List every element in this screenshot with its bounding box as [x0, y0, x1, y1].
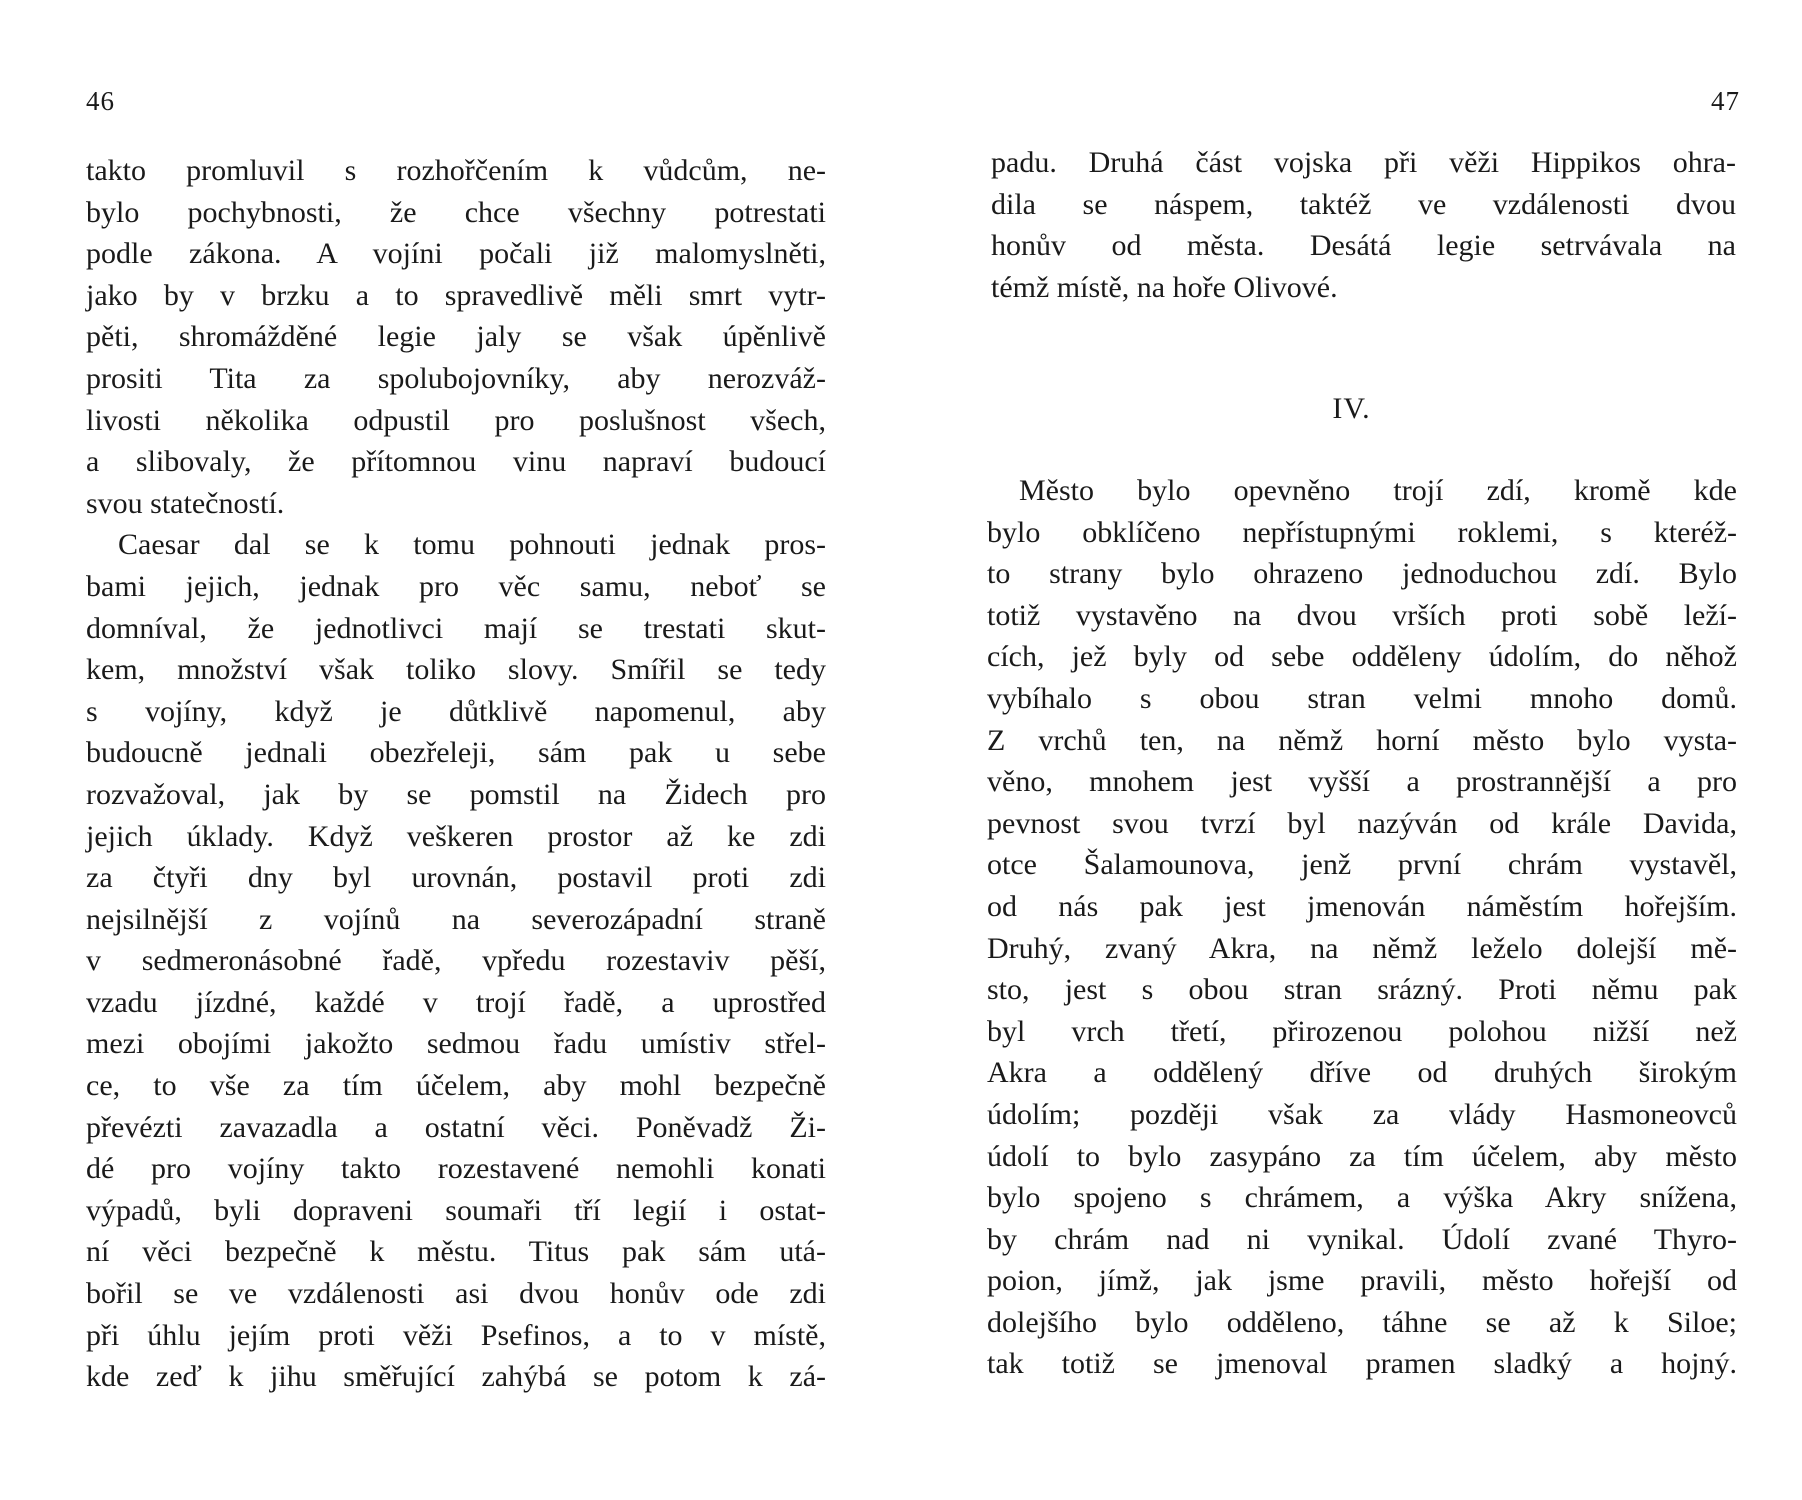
text-line: svou statečností.	[86, 486, 285, 520]
text-line: kem, množství však toliko slovy. Smířil se tedy	[86, 653, 826, 687]
text-line: jako by v brzku a to spravedlivě měli smrt vytr-	[86, 278, 826, 312]
text-line: vybíhalo s obou stran velmi mnoho domů.	[987, 681, 1737, 715]
text-line: bylo spojeno s chrámem, a výška Akry snížena,	[987, 1181, 1737, 1215]
text-line: to strany bylo ohrazeno jednoduchou zdí. Bylo	[987, 557, 1737, 591]
left-page-text	[86, 150, 826, 1398]
text-line: v sedmeronásobné řadě, vpředu rozestaviv pěší,	[86, 944, 826, 978]
text-line: bylo pochybnosti, že chce všechny potrestati	[86, 195, 826, 229]
text-line: by chrám nad ni vynikal. Údolí zvané Thyro-	[987, 1222, 1737, 1256]
text-line: dolejšího bylo odděleno, táhne se až k Siloe;	[987, 1305, 1737, 1339]
text-line: prositi Tita za spolubojovníky, aby nerozváž-	[86, 361, 826, 395]
text-line: dé pro vojíny takto rozestavené nemohli konati	[86, 1152, 826, 1186]
text-line: dila se náspem, taktéž ve vzdálenosti dvou	[991, 187, 1736, 221]
text-line: budoucně jednali obezřeleji, sám pak u sebe	[86, 736, 826, 770]
text-line: ce, to vše za tím účelem, aby mohl bezpečně	[86, 1069, 826, 1103]
text-line: a slibovaly, že přítomnou vinu napraví budoucí	[86, 445, 826, 479]
text-line: věno, mnohem jest vyšší a prostrannější a pro	[987, 765, 1737, 799]
text-line: poion, jímž, jak jsme pravili, město hořejší od	[987, 1264, 1737, 1298]
text-line: při úhlu jejím proti věži Psefinos, a to v místě,	[86, 1318, 826, 1352]
text-line: s vojíny, když je důtklivě napomenul, aby	[86, 694, 826, 728]
text-line: kde zeď k jihu směřující zahýbá se potom k zá-	[86, 1360, 826, 1394]
text-line: pevnost svou tvrzí byl nazýván od krále Davida,	[987, 806, 1737, 840]
text-line: nejsilnější z vojínů na severozápadní straně	[86, 902, 826, 936]
text-line: takto promluvil s rozhořčením k vůdcům, ne-	[86, 154, 826, 187]
text-line: mezi obojími jakožto sedmou řadu umístiv střel-	[86, 1027, 826, 1061]
text-line: pěti, shromážděné legie jaly se však úpěnlivě	[86, 320, 826, 354]
text-line: Caesar dal se k tomu pohnouti jednak pros-	[118, 528, 826, 562]
right-page-number: 47	[1711, 86, 1740, 116]
text-line: bořil se ve vzdálenosti asi dvou honův ode zdi	[86, 1277, 826, 1311]
text-line: totiž vystavěno na dvou vrších proti sobě leží-	[987, 598, 1737, 632]
text-line: jejich úklady. Když veškeren prostor až ke zdi	[86, 819, 826, 853]
text-line: Z vrchů ten, na němž horní město bylo vysta-	[987, 723, 1737, 757]
right-page-top-text	[991, 142, 1736, 308]
text-line: Druhý, zvaný Akra, na němž leželo dolejší mě-	[987, 931, 1737, 965]
text-line: honův od města. Desátá legie setrvávala na	[991, 229, 1736, 263]
right-page	[901, 0, 1802, 1500]
text-line: Město bylo opevněno trojí zdí, kromě kde	[1019, 474, 1737, 507]
text-line: otce Šalamounova, jenž první chrám vystavěl,	[987, 848, 1737, 882]
text-line: byl vrch třetí, přirozenou polohou nižší než	[987, 1014, 1737, 1048]
text-line: rozvažoval, jak by se pomstil na Židech pro	[86, 777, 826, 811]
text-line: za čtyři dny byl urovnán, postavil proti zdi	[86, 861, 826, 895]
text-line: od nás pak jest jmenován náměstím hořejším.	[987, 889, 1737, 923]
text-line: výpadů, byli dopraveni soumaři tří legií i ostat-	[86, 1193, 826, 1227]
text-line: ní věci bezpečně k městu. Titus pak sám utá-	[86, 1235, 826, 1269]
chapter-heading: IV.	[1332, 392, 1371, 425]
text-line: sto, jest s obou stran srázný. Proti němu pak	[987, 973, 1737, 1007]
text-line: bylo obklíčeno nepřístupnými roklemi, s kteréž-	[987, 515, 1737, 549]
text-line: padu. Druhá část vojska při věži Hippikos ohra-	[991, 146, 1736, 179]
text-line: tak totiž se jmenoval pramen sladký a hojný.	[987, 1347, 1737, 1381]
text-line: livosti několika odpustil pro poslušnost všech,	[86, 403, 826, 437]
text-line: údolí to bylo zasypáno za tím účelem, aby město	[987, 1139, 1737, 1173]
left-page-number: 46	[86, 86, 115, 116]
text-line: podle zákona. A vojíni počali již malomyslněti,	[86, 237, 826, 271]
text-line: témž místě, na hoře Olivové.	[991, 270, 1338, 304]
text-line: cích, jež byly od sebe odděleny údolím, do něhož	[987, 640, 1737, 674]
text-line: domníval, že jednotlivci mají se trestati skut-	[86, 611, 826, 645]
text-line: vzadu jízdné, každé v trojí řadě, a uprostřed	[86, 985, 826, 1019]
text-line: Akra a oddělený dříve od druhých širokým	[987, 1056, 1737, 1090]
text-line: bami jejich, jednak pro věc samu, neboť se	[86, 569, 826, 603]
text-line: údolím; později však za vlády Hasmoneovců	[987, 1097, 1737, 1131]
text-line: převézti zavazadla a ostatní věci. Poněvadž Ži-	[86, 1110, 826, 1144]
right-page-text	[987, 470, 1737, 1385]
